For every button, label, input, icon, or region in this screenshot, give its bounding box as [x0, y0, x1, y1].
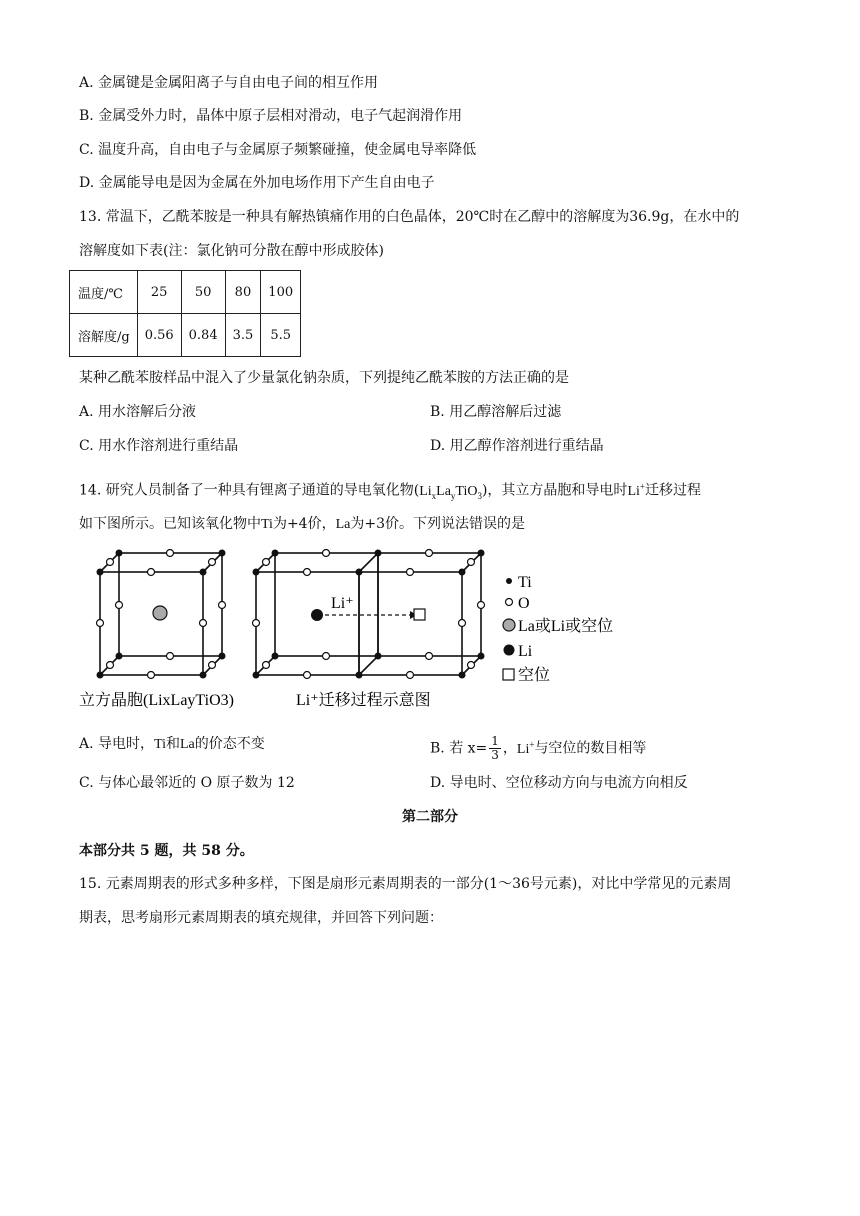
table-cell: 5.5: [261, 314, 301, 357]
li-ion-charge: +: [639, 481, 645, 491]
li-ion: [516, 739, 535, 757]
q13-stem-line2: 溶解度如下表(注：氯化钠可分散在醇中形成胶体): [79, 243, 384, 259]
fraction-numerator: 1: [491, 734, 499, 749]
legend-la-li-vacancy: La或Li或空位: [518, 618, 614, 635]
q14-stem-text: 迁移过程: [644, 482, 701, 499]
caption-right: Li⁺迁移过程示意图: [296, 692, 431, 709]
table-row: [70, 314, 301, 357]
q13-option-d: D. 用乙醇作溶剂进行重结晶: [430, 438, 604, 454]
table-cell: 0.84: [181, 314, 225, 357]
crystal-figure: [0, 545, 860, 720]
legend-o: O: [518, 595, 530, 612]
q13-option-b: B. 用乙醇溶解后过滤: [430, 404, 562, 420]
q14-option-d: D. 导电时、空位移动方向与电流方向相反: [430, 775, 688, 791]
li-ion-symbol: Li: [516, 741, 530, 757]
fraction: [489, 735, 501, 762]
q15-stem-line1: 15. 元素周期表的形式多种多样，下图是扇形元素周期表的一部分(1～36号元素)，对比中学常见的元素周: [79, 876, 732, 892]
formula-y: y: [450, 490, 456, 501]
legend-vacancy: 空位: [518, 667, 551, 684]
q14-option-a-text: 的价态不变: [194, 736, 265, 752]
table-cell: 0.56: [137, 314, 181, 357]
li-ion-label: Li⁺: [331, 595, 354, 612]
q14-stem-text: 14. 研究人员制备了一种具有锂离子通道的导电氧化物(: [79, 482, 420, 499]
part2-title: 第二部分: [402, 809, 458, 825]
la-symbol: La: [335, 517, 351, 532]
q14-stem-line2: [79, 514, 525, 535]
table-cell: 溶解度/g: [70, 314, 138, 357]
formula-x: x: [431, 490, 437, 501]
q14-option-b-text: ，: [502, 740, 517, 757]
q14-stem-text: 如下图所示。已知该氧化物中: [79, 516, 261, 532]
caption-left: 立方晶胞(LixLayTiO3): [79, 692, 234, 709]
q13-option-a: A. 用水溶解后分液: [79, 404, 197, 420]
li-atom: [311, 609, 323, 621]
table-cell: 25: [137, 271, 181, 314]
q14-stem-text: )，其立方晶胞和导电时: [481, 482, 628, 499]
q14-option-c: C. 与体心最邻近的 O 原子数为 12: [79, 775, 295, 791]
q12-option-a: A. 金属键是金属阳离子与自由电子间的相互作用: [79, 75, 379, 91]
q12-option-c: C. 温度升高，自由电子与金属原子频繁碰撞，使金属电导率降低: [79, 142, 477, 158]
q14-option-b-text: B. 若 x=: [430, 740, 488, 757]
q15-stem-line2: 期表，思考扇形元素周期表的填充规律，并回答下列问题：: [79, 910, 443, 926]
vacancy-square: [414, 609, 425, 620]
table-cell: 3.5: [225, 314, 261, 357]
table-cell: 50: [181, 271, 225, 314]
figure-legend: [503, 574, 613, 684]
li-ion: [627, 481, 645, 499]
q14-stem-text: 为+3价。下列说法错误的是: [350, 516, 525, 532]
body-center-atom: [153, 606, 167, 620]
table-cell: 温度/℃: [70, 271, 138, 314]
li-ion-symbol: Li: [627, 483, 640, 499]
q14-option-b-text: 与空位的数目相等: [534, 740, 647, 757]
formula-3: 3: [477, 490, 482, 501]
table-cell: 100: [261, 271, 301, 314]
formula-la: La: [436, 483, 451, 499]
q13-option-c: C. 用水作溶剂进行重结晶: [79, 438, 239, 454]
ti-symbol: Ti: [261, 517, 273, 532]
table-cell: 80: [225, 271, 261, 314]
q14-option-a: [79, 734, 265, 755]
part2-subtitle: 本部分共 5 题，共 58 分。: [79, 843, 254, 859]
q13-stem-line1: 13. 常温下，乙酰苯胺是一种具有解热镇痛作用的白色晶体，20℃时在乙醇中的溶解度为36.9g，在水中的: [79, 209, 740, 225]
q14-option-b: [430, 734, 646, 762]
ti-symbol: Ti: [154, 737, 166, 752]
q14-option-a-text: A. 导电时，: [79, 736, 155, 752]
fraction-denominator: 3: [491, 748, 499, 763]
table-row: [70, 271, 301, 314]
li-ion-charge: +: [529, 739, 535, 749]
q12-option-d: D. 金属能导电是因为金属在外加电场作用下产生自由电子: [79, 175, 435, 191]
q12-option-b: B. 金属受外力时，晶体中原子层相对滑动，电子气起润滑作用: [79, 108, 463, 124]
legend-ti: Ti: [518, 574, 532, 591]
o-atoms-right: [253, 550, 485, 679]
q13-stem-line3: 某种乙酰苯胺样品中混入了少量氯化钠杂质，下列提纯乙酰苯胺的方法正确的是: [79, 370, 569, 386]
formula: [419, 484, 482, 499]
q14-option-a-text: 和: [165, 736, 180, 752]
q14-stem-line1: [79, 476, 701, 505]
formula-li: Li: [419, 483, 432, 499]
legend-li: Li: [518, 643, 533, 660]
ti-atoms-right: [253, 550, 485, 679]
la-symbol: La: [179, 737, 195, 752]
q14-stem-text: 为+4价，: [272, 516, 336, 532]
formula-tio: TiO: [455, 483, 478, 499]
solubility-table: [69, 270, 301, 357]
